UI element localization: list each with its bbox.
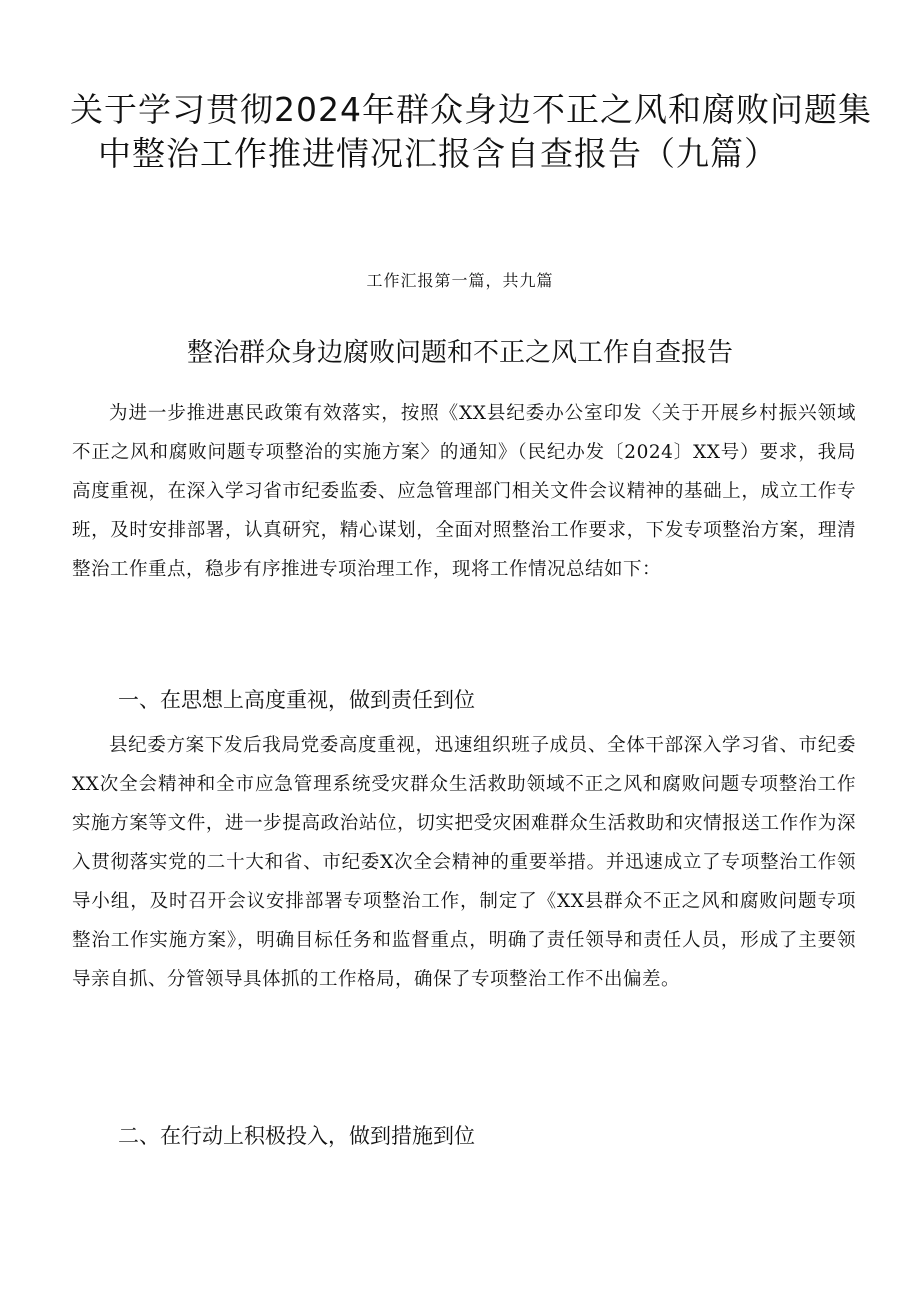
section-1-heading: 一、在思想上高度重视，做到责任到位 <box>118 688 475 712</box>
section-2-heading: 二、在行动上积极投入，做到措施到位 <box>118 1124 475 1148</box>
report-title: 整治群众身边腐败问题和不正之风工作自查报告 <box>186 338 733 368</box>
document-title-line-1: 关于学习贯彻2024年群众身边不正之风和腐败问题集 <box>70 90 872 129</box>
part-label: 工作汇报第一篇，共九篇 <box>366 271 554 290</box>
section-1-paragraph: 县纪委方案下发后我局党委高度重视，迅速组织班子成员、全体干部深入学习省、市纪委XX次全会精神和全市应急管理系统受灾群众生活救助领域不正之风和腐败问题专项整治工作实施方案等文件，进一步提高政治站位，切实把受灾困难群众生活救助和灾情报送工作作为深入贯彻落实党的二十大和省、市纪委X次全会精神的重要举措。并迅速成立了专项整治工作领导小组，及时召开会议安排部署专项整治工作，制定了《XX县群众不正之风和腐败问题专项整治工作实施方案》，明确目标任务和监督重点，明确了责任领导和责任人员，形成了主要领导亲自抓、分管领导具体抓的工作格局，确保了专项整治工作不出偏差。 <box>72 735 856 990</box>
intro-paragraph: 为进一步推进惠民政策有效落实，按照《XX县纪委办公室印发〈关于开展乡村振兴领域不正之风和腐败问题专项整治的实施方案〉的通知》（民纪办发〔2024〕XX号）要求，我局高度重视，在深入学习省市纪委监委、应急管理部门相关文件会议精神的基础上，成立工作专班，及时安排部署，认真研究，精心谋划，全面对照整治工作要求，下发专项整治方案，理清整治工作重点，稳步有序推进专项治理工作，现将工作情况总结如下： <box>72 403 856 580</box>
document-title-line-2: 中整治工作推进情况汇报含自查报告（九篇） <box>98 134 778 173</box>
document-title <box>70 88 870 176</box>
